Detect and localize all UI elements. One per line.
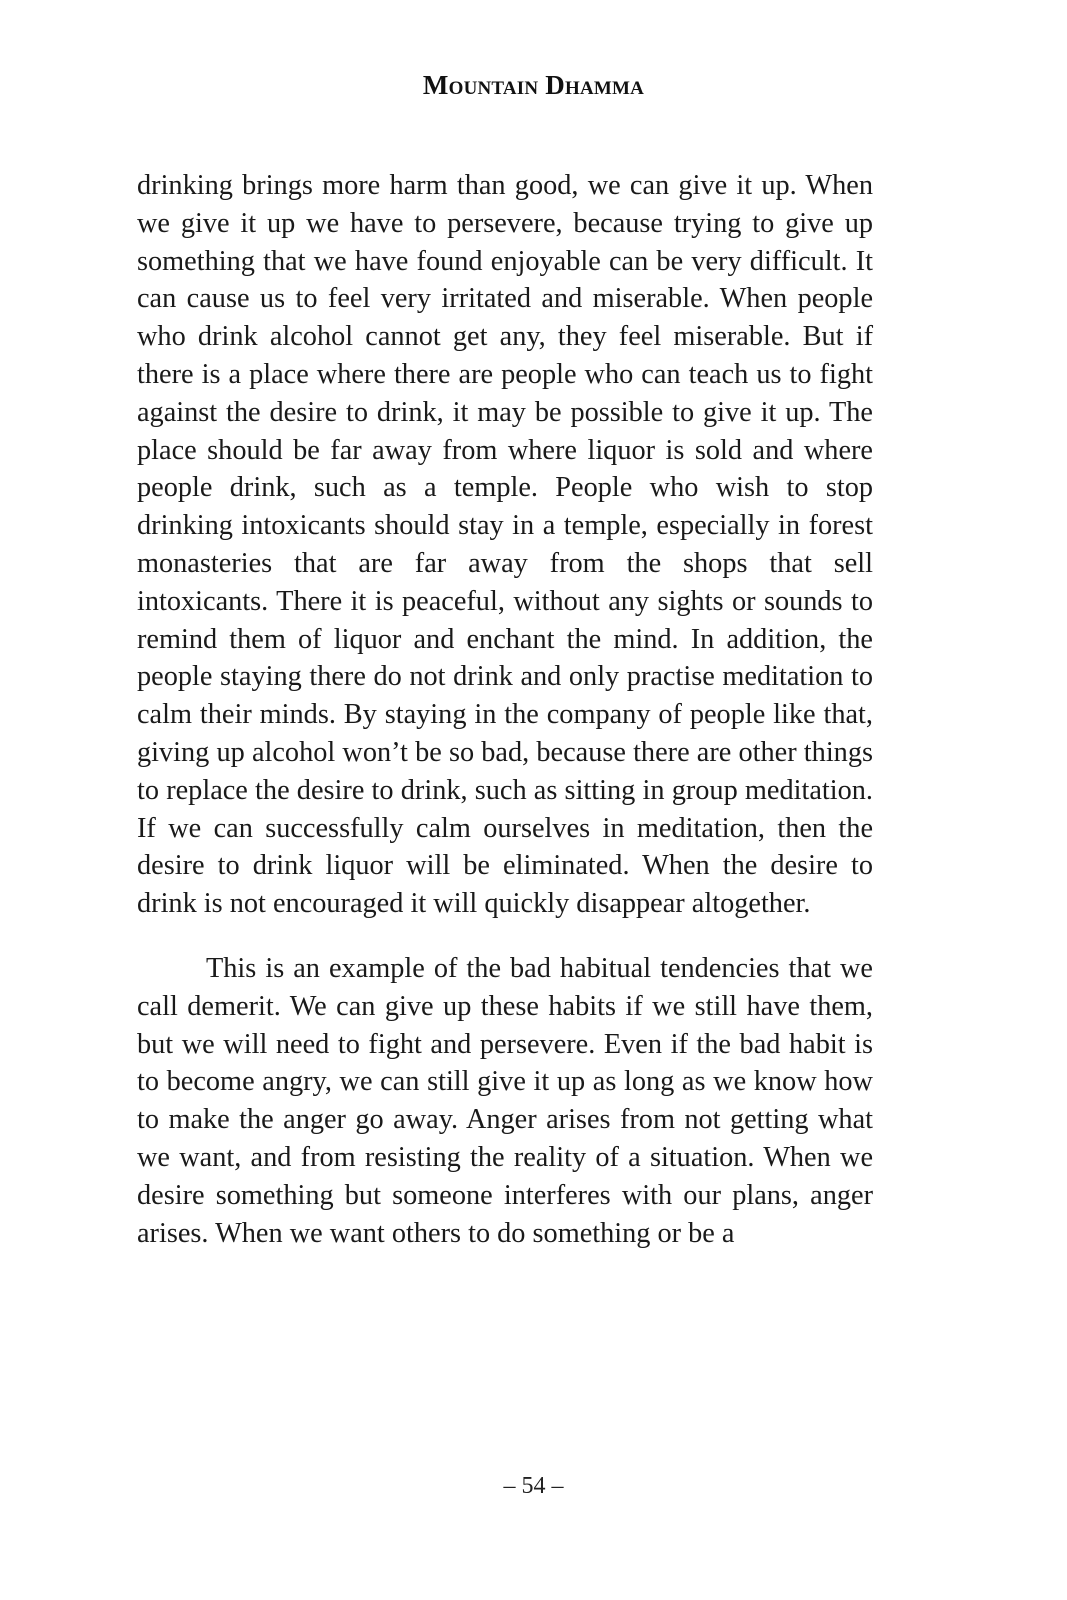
page-number: – 54 –: [503, 1473, 564, 1499]
paragraph-continued: drinking brings more harm than good, we can give it up. When we give it up we have to persevere, because trying to give up something that we have found enjoyable can be very difficult. It can cause us to feel very irritated and miserable. When people who drink alcohol cannot get any, they feel miserable. But if there is a place where there are people who can teach us to fight against the desire to drink, it may be possible to give it up. The place should be far away from where liquor is sold and where people drink, such as a temple. People who wish to stop drinking intoxicants should stay in a temple, especially in forest monasteries that are far away from the shops that sell intoxicants. There it is peaceful, without any sights or sounds to remind them of liquor and enchant the mind. In addition, the people staying there do not drink and only practise meditation to calm their minds. By staying in the company of people like that, giving up alcohol won’t be so bad, because there are other things to replace the desire to drink, such as sitting in group meditation. If we can successfully calm ourselves in meditation, then the desire to drink liquor will be eliminated. When the desire to drink is not encouraged it will quickly disappear altogether.: [137, 170, 873, 920]
running-head-title: Mountain Dhamma: [422, 70, 645, 100]
paragraph-demerit: This is an example of the bad habitual tendencies that we call demerit. We can give up these habits if we still have them, but we will need to fight and persevere. Even if the bad habit is to become angry, we can still give it up as long as we know how to make the anger go away. Anger arises from not getting what we want, and from resisting the reality of a situation. When we desire something but someone interferes with our plans, anger arises. When we want others to do something or be a: [137, 952, 873, 1249]
body-text: [137, 167, 873, 1252]
